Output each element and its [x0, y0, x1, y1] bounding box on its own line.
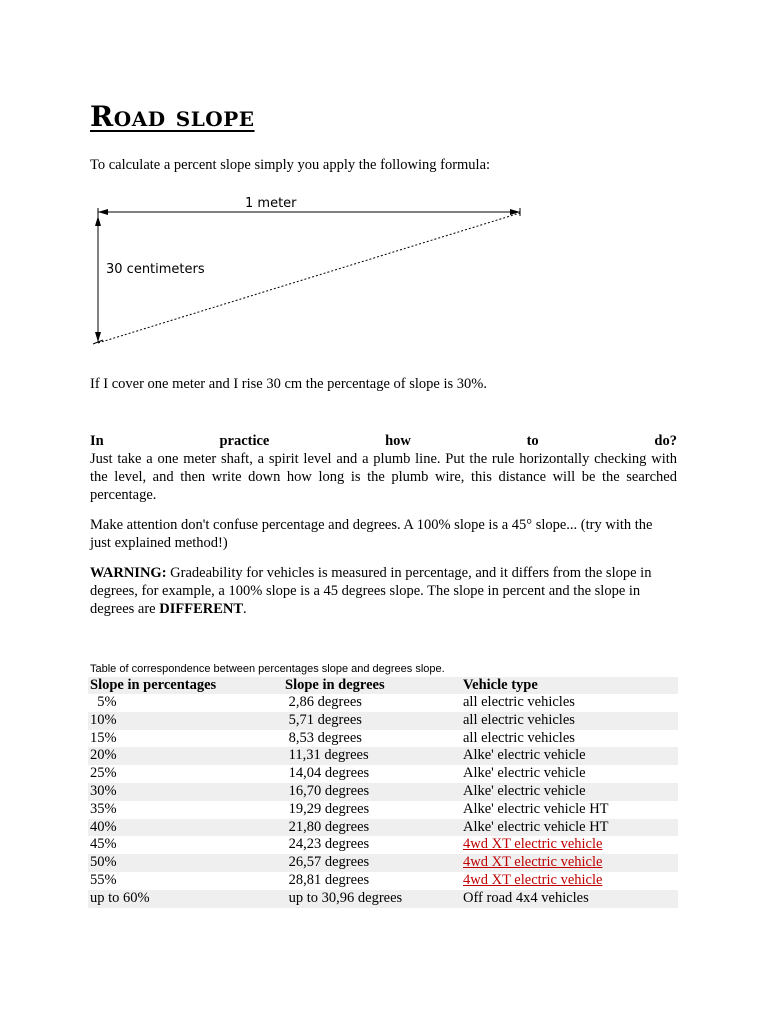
- table-row: [88, 730, 678, 748]
- cell-slope-percent: 30%: [90, 782, 117, 799]
- cell-slope-percent: 10%: [90, 711, 117, 728]
- cell-slope-percent: 45%: [90, 836, 117, 853]
- table-row: [88, 747, 678, 765]
- practice-heading-word: practice: [219, 433, 270, 449]
- table-row: [88, 890, 678, 908]
- slope-line: [98, 213, 520, 343]
- rise-paragraph: If I cover one meter and I rise 30 cm the percentage of slope is 30%.: [90, 376, 487, 392]
- cell-slope-percent: up to 60%: [90, 889, 150, 906]
- table-header-row: [88, 677, 678, 694]
- table-row: [88, 872, 678, 890]
- header-slope-degrees: Slope in degrees: [285, 677, 385, 693]
- cell-slope-percent: 20%: [90, 747, 117, 764]
- cell-vehicle-type: [461, 836, 678, 854]
- slope-diagram: [88, 188, 528, 353]
- table-caption: Table of correspondence between percentages slope and degrees slope.: [90, 663, 445, 675]
- attention-paragraph: Make attention don't confuse percentage and degrees. A 100% slope is a 45° slope... (try with the just explained method!): [90, 517, 653, 551]
- horizontal-label: 1 meter: [245, 196, 297, 211]
- cell-slope-degrees: up to 30,96 degrees: [285, 889, 403, 906]
- arrow-up-icon: [95, 216, 101, 226]
- cell-slope-degrees: 11,31 degrees: [285, 747, 369, 764]
- cell-slope-percent: 15%: [90, 729, 117, 746]
- practice-heading: [90, 433, 677, 450]
- cell-slope-degrees: 5,71 degrees: [285, 711, 362, 728]
- vehicle-link[interactable]: 4wd XT electric vehicle: [463, 871, 603, 888]
- cell-slope-degrees: 16,70 degrees: [285, 782, 370, 799]
- cell-slope-percent: 35%: [90, 800, 117, 817]
- slope-table: [88, 677, 678, 908]
- cell-vehicle-type: [461, 854, 678, 872]
- cell-vehicle-type: all electric vehicles: [463, 729, 575, 746]
- cell-slope-degrees: 24,23 degrees: [285, 836, 370, 853]
- cell-slope-percent: 25%: [90, 765, 117, 782]
- vertical-label: 30 centimeters: [106, 262, 205, 277]
- warning-end: .: [243, 601, 247, 617]
- cell-vehicle-type: all electric vehicles: [463, 711, 575, 728]
- header-vehicle-type: Vehicle type: [463, 677, 538, 693]
- cell-slope-percent: 40%: [90, 818, 117, 835]
- practice-heading-word: how: [385, 433, 411, 449]
- page-title: Road slope: [90, 100, 255, 133]
- arrow-left-icon: [98, 209, 108, 215]
- practice-paragraph: Just take a one meter shaft, a spirit level and a plumb line. Put the rule horizontally checking with the level, and then write down how long is the plumb wire, this distance will be the searched percentage.: [90, 451, 677, 503]
- table-row: [88, 836, 678, 854]
- table-row: [88, 783, 678, 801]
- practice-heading-word: In: [90, 433, 104, 449]
- vehicle-link[interactable]: 4wd XT electric vehicle: [463, 836, 603, 853]
- cell-slope-degrees: 14,04 degrees: [285, 765, 370, 782]
- cell-vehicle-type: Alke' electric vehicle HT: [463, 800, 609, 817]
- cell-slope-degrees: 21,80 degrees: [285, 818, 370, 835]
- practice-heading-word: to: [526, 433, 539, 449]
- cell-slope-percent: 50%: [90, 854, 117, 871]
- arrow-down-icon: [95, 332, 101, 342]
- table-row: [88, 694, 678, 712]
- cell-slope-degrees: 26,57 degrees: [285, 854, 370, 871]
- warning-text: Gradeability for vehicles is measured in percentage, and it differs from the slope in degrees, for example, a 100% slope is a 45 degrees slope. The slope in percent and the slope in degrees are: [90, 565, 652, 617]
- table-row: [88, 712, 678, 730]
- warning-emphasis: DIFFERENT: [159, 601, 244, 617]
- practice-heading-word: do?: [654, 433, 677, 449]
- intro-paragraph: To calculate a percent slope simply you apply the following formula:: [90, 157, 491, 173]
- table-row: [88, 765, 678, 783]
- cell-vehicle-type: Alke' electric vehicle: [463, 765, 586, 782]
- cell-vehicle-type: Alke' electric vehicle: [463, 747, 586, 764]
- cell-slope-degrees: 19,29 degrees: [285, 800, 370, 817]
- cell-vehicle-type: Alke' electric vehicle HT: [463, 818, 609, 835]
- cell-slope-degrees: 28,81 degrees: [285, 871, 370, 888]
- cell-vehicle-type: Alke' electric vehicle: [463, 782, 586, 799]
- vehicle-link[interactable]: 4wd XT electric vehicle: [463, 854, 603, 871]
- cell-slope-degrees: 8,53 degrees: [285, 729, 362, 746]
- cell-slope-percent: 55%: [90, 871, 117, 888]
- header-slope-percent: Slope in percentages: [90, 677, 217, 693]
- table-row: [88, 801, 678, 819]
- slope-table-body: [88, 694, 678, 908]
- cell-vehicle-type: all electric vehicles: [463, 694, 575, 710]
- cell-vehicle-type: Off road 4x4 vehicles: [463, 889, 589, 906]
- cell-slope-percent: 5%: [90, 694, 117, 710]
- cell-vehicle-type: [461, 872, 678, 890]
- warning-paragraph: [90, 564, 677, 618]
- cell-slope-degrees: 2,86 degrees: [285, 694, 362, 710]
- table-row: [88, 819, 678, 837]
- table-row: [88, 854, 678, 872]
- warning-label: WARNING:: [90, 565, 167, 581]
